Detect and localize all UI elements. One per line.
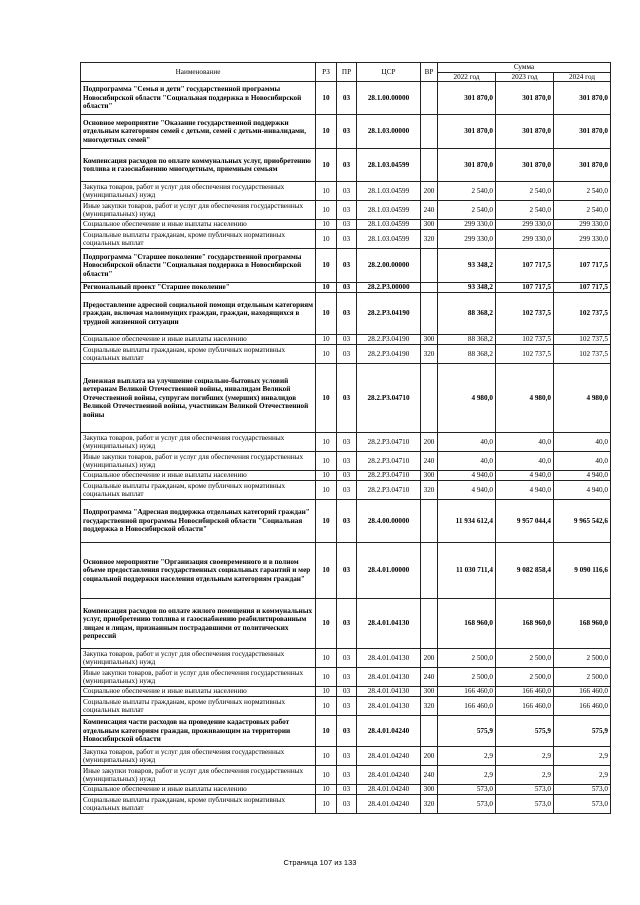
table-row [81,543,611,599]
cell-rz: 10 [316,364,337,433]
cell-vr: 300 [421,785,438,795]
cell-vr: 300 [421,335,438,345]
cell-y2024: 9 090 116,6 [554,543,611,599]
cell-pr: 03 [337,230,357,249]
cell-rz: 10 [316,543,337,599]
cell-name: Денежная выплата на улучшение социально-бытовых условий ветеранам Великой Отечественной войны, инвалидам Великой Отечественной войны, супругам погибших (умерших) инвалидов Великой Отечественной войны, участникам Великой Отечественной войны [81,364,316,433]
cell-y2023: 102 737,5 [496,345,554,364]
cell-pr: 03 [337,785,357,795]
cell-pr: 03 [337,747,357,766]
cell-y2024: 2 540,0 [554,182,611,201]
cell-rz: 10 [316,335,337,345]
cell-name: Социальные выплаты гражданам, кроме публичных нормативных социальных выплат [81,697,316,716]
cell-y2023: 102 737,5 [496,335,554,345]
table-row [81,249,611,283]
cell-y2023: 2 540,0 [496,201,554,220]
table-row [81,795,611,814]
budget-table-page [80,62,610,814]
table-row [81,747,611,766]
table-row [81,182,611,201]
cell-y2023: 4 940,0 [496,481,554,500]
cell-rz: 10 [316,471,337,481]
cell-vr: 240 [421,452,438,471]
cell-y2024: 575,9 [554,716,611,747]
cell-vr: 320 [421,795,438,814]
cell-y2022: 40,0 [438,452,496,471]
cell-vr: 240 [421,201,438,220]
cell-y2024: 166 460,0 [554,687,611,697]
cell-rz: 10 [316,649,337,668]
cell-pr: 03 [337,293,357,335]
cell-pr: 03 [337,452,357,471]
cell-y2022: 2 500,0 [438,668,496,687]
table-row [81,500,611,543]
cell-name: Подпрограмма "Адресная поддержка отдельных категорий граждан" государственной программы Новосибирской области "Социальная поддержка в Новосибирской области" [81,500,316,543]
cell-y2024: 102 737,5 [554,293,611,335]
cell-pr: 03 [337,668,357,687]
cell-y2024: 168 960,0 [554,599,611,649]
header-2022: 2022 год [438,72,496,82]
cell-csr: 28.4.01.04130 [357,668,421,687]
cell-rz: 10 [316,795,337,814]
cell-y2024: 2,9 [554,747,611,766]
cell-y2024: 107 717,5 [554,249,611,283]
cell-name: Закупка товаров, работ и услуг для обеспечения государственных (муниципальных) нужд [81,433,316,452]
cell-y2022: 93 348,2 [438,283,496,293]
cell-y2022: 2 500,0 [438,649,496,668]
cell-rz: 10 [316,747,337,766]
cell-name: Компенсация части расходов на проведение кадастровых работ отдельным категориям граждан, проживающим на территории Новосибирской области [81,716,316,747]
cell-y2023: 575,9 [496,716,554,747]
cell-pr: 03 [337,481,357,500]
cell-name: Закупка товаров, работ и услуг для обеспечения государственных (муниципальных) нужд [81,649,316,668]
cell-name: Иные закупки товаров, работ и услуг для обеспечения государственных (муниципальных) нужд [81,766,316,785]
cell-vr: 200 [421,182,438,201]
cell-vr [421,293,438,335]
cell-pr: 03 [337,649,357,668]
cell-csr: 28.2.P3.04710 [357,471,421,481]
cell-pr: 03 [337,249,357,283]
cell-csr: 28.4.01.04240 [357,795,421,814]
cell-y2022: 301 870,0 [438,149,496,182]
cell-name: Социальное обеспечение и иные выплаты населению [81,471,316,481]
cell-vr: 320 [421,697,438,716]
table-row [81,283,611,293]
cell-name: Социальные выплаты гражданам, кроме публичных нормативных социальных выплат [81,345,316,364]
cell-csr: 28.2.P3.04190 [357,335,421,345]
cell-pr: 03 [337,766,357,785]
cell-csr: 28.1.03.04599 [357,182,421,201]
cell-vr [421,283,438,293]
cell-rz: 10 [316,785,337,795]
cell-name: Основное мероприятие "Организация своевременного и в полном объеме предоставления государственных социальных гарантий и мер социальной поддержки населения отдельным категориям граждан" [81,543,316,599]
cell-vr [421,716,438,747]
cell-y2024: 573,0 [554,795,611,814]
cell-pr: 03 [337,201,357,220]
cell-y2024: 2 500,0 [554,668,611,687]
cell-y2023: 107 717,5 [496,249,554,283]
cell-rz: 10 [316,766,337,785]
cell-csr: 28.4.01.04130 [357,599,421,649]
cell-pr: 03 [337,182,357,201]
header-2023: 2023 год [496,72,554,82]
cell-y2022: 88 368,2 [438,293,496,335]
cell-csr: 28.2.P3.04190 [357,345,421,364]
cell-name: Социальные выплаты гражданам, кроме публичных нормативных социальных выплат [81,230,316,249]
cell-csr: 28.1.03.04599 [357,230,421,249]
cell-rz: 10 [316,716,337,747]
cell-vr [421,364,438,433]
cell-y2024: 301 870,0 [554,149,611,182]
cell-rz: 10 [316,345,337,364]
cell-pr: 03 [337,433,357,452]
cell-y2023: 2 500,0 [496,649,554,668]
cell-y2023: 4 940,0 [496,471,554,481]
cell-y2023: 9 957 044,4 [496,500,554,543]
cell-y2023: 573,0 [496,785,554,795]
cell-y2023: 299 330,0 [496,220,554,230]
cell-y2022: 11 934 612,4 [438,500,496,543]
cell-y2024: 301 870,0 [554,115,611,149]
cell-y2022: 93 348,2 [438,249,496,283]
cell-y2022: 166 460,0 [438,697,496,716]
cell-csr: 28.4.01.00000 [357,543,421,599]
cell-y2022: 4 940,0 [438,471,496,481]
cell-y2023: 107 717,5 [496,283,554,293]
cell-y2023: 102 737,5 [496,293,554,335]
cell-vr [421,115,438,149]
table-row [81,716,611,747]
cell-y2022: 301 870,0 [438,82,496,115]
cell-csr: 28.4.01.04130 [357,687,421,697]
cell-y2022: 88 368,2 [438,335,496,345]
cell-csr: 28.2.P3.04710 [357,364,421,433]
cell-y2022: 11 030 711,4 [438,543,496,599]
header-sum: Сумма [438,63,611,73]
cell-y2024: 9 965 542,6 [554,500,611,543]
cell-name: Социальные выплаты гражданам, кроме публичных нормативных социальных выплат [81,795,316,814]
table-row [81,201,611,220]
cell-csr: 28.2.P3.04710 [357,481,421,500]
cell-y2023: 299 330,0 [496,230,554,249]
cell-y2023: 301 870,0 [496,149,554,182]
cell-pr: 03 [337,599,357,649]
cell-y2022: 168 960,0 [438,599,496,649]
cell-vr: 300 [421,687,438,697]
cell-rz: 10 [316,697,337,716]
cell-vr: 320 [421,230,438,249]
cell-y2024: 107 717,5 [554,283,611,293]
cell-y2022: 40,0 [438,433,496,452]
table-row [81,471,611,481]
cell-y2022: 166 460,0 [438,687,496,697]
cell-pr: 03 [337,543,357,599]
cell-pr: 03 [337,149,357,182]
cell-y2024: 299 330,0 [554,220,611,230]
table-row [81,697,611,716]
cell-csr: 28.2.P3.04710 [357,452,421,471]
cell-y2022: 4 940,0 [438,481,496,500]
cell-y2023: 2,9 [496,766,554,785]
cell-y2022: 575,9 [438,716,496,747]
cell-csr: 28.2.P3.00000 [357,283,421,293]
cell-name: Социальное обеспечение и иные выплаты населению [81,220,316,230]
cell-pr: 03 [337,697,357,716]
cell-csr: 28.4.01.04240 [357,766,421,785]
table-row [81,293,611,335]
cell-y2022: 4 980,0 [438,364,496,433]
cell-y2024: 2 500,0 [554,649,611,668]
table-row [81,599,611,649]
cell-y2023: 301 870,0 [496,115,554,149]
cell-vr [421,82,438,115]
cell-csr: 28.4.01.04130 [357,649,421,668]
cell-y2024: 166 460,0 [554,697,611,716]
cell-y2022: 573,0 [438,795,496,814]
table-row [81,766,611,785]
cell-y2023: 301 870,0 [496,82,554,115]
cell-rz: 10 [316,115,337,149]
cell-csr: 28.4.01.04240 [357,716,421,747]
table-row [81,220,611,230]
cell-csr: 28.1.00.00000 [357,82,421,115]
cell-rz: 10 [316,149,337,182]
table-row [81,149,611,182]
cell-y2023: 2 500,0 [496,668,554,687]
table-row [81,364,611,433]
cell-y2023: 4 980,0 [496,364,554,433]
cell-vr: 200 [421,433,438,452]
table-row [81,785,611,795]
budget-table [80,62,611,814]
cell-csr: 28.4.01.04240 [357,785,421,795]
cell-y2023: 166 460,0 [496,687,554,697]
cell-pr: 03 [337,795,357,814]
page-footer: Страница 107 из 133 [283,858,357,867]
cell-y2022: 2,9 [438,766,496,785]
cell-y2024: 2,9 [554,766,611,785]
cell-pr: 03 [337,345,357,364]
cell-rz: 10 [316,230,337,249]
cell-name: Иные закупки товаров, работ и услуг для обеспечения государственных (муниципальных) нужд [81,668,316,687]
cell-y2022: 299 330,0 [438,230,496,249]
cell-name: Подпрограмма "Старшее поколение" государственной программы Новосибирской области "Социальная поддержка в Новосибирской области" [81,249,316,283]
table-row [81,481,611,500]
cell-rz: 10 [316,687,337,697]
cell-vr: 320 [421,345,438,364]
cell-name: Социальное обеспечение и иные выплаты населению [81,687,316,697]
cell-y2024: 102 737,5 [554,345,611,364]
table-row [81,433,611,452]
cell-y2024: 299 330,0 [554,230,611,249]
cell-y2024: 2 540,0 [554,201,611,220]
cell-rz: 10 [316,220,337,230]
cell-rz: 10 [316,201,337,220]
header-name: Наименование [81,63,316,82]
cell-vr: 300 [421,220,438,230]
cell-name: Закупка товаров, работ и услуг для обеспечения государственных (муниципальных) нужд [81,747,316,766]
cell-name: Предоставление адресной социальной помощи отдельным категориям граждан, включая малоимущих граждан, граждан, находящихся в трудной жизненной ситуации [81,293,316,335]
table-header [81,63,611,82]
cell-y2022: 299 330,0 [438,220,496,230]
cell-rz: 10 [316,599,337,649]
cell-pr: 03 [337,220,357,230]
cell-csr: 28.4.00.00000 [357,500,421,543]
cell-name: Региональный проект "Старшее поколение" [81,283,316,293]
cell-y2023: 40,0 [496,433,554,452]
cell-rz: 10 [316,249,337,283]
cell-name: Социальное обеспечение и иные выплаты населению [81,335,316,345]
table-row [81,668,611,687]
cell-y2023: 9 082 858,4 [496,543,554,599]
cell-y2024: 4 940,0 [554,481,611,500]
cell-csr: 28.2.P3.04190 [357,293,421,335]
header-rz: РЗ [316,63,337,82]
cell-vr [421,500,438,543]
cell-name: Компенсация расходов по оплате коммунальных услуг, приобретению топлива и газоснабжению многодетным, приемным семьям [81,149,316,182]
cell-pr: 03 [337,364,357,433]
cell-y2023: 573,0 [496,795,554,814]
cell-name: Иные закупки товаров, работ и услуг для обеспечения государственных (муниципальных) нужд [81,201,316,220]
cell-name: Иные закупки товаров, работ и услуг для обеспечения государственных (муниципальных) нужд [81,452,316,471]
cell-name: Социальные выплаты гражданам, кроме публичных нормативных социальных выплат [81,481,316,500]
cell-vr: 240 [421,668,438,687]
cell-pr: 03 [337,471,357,481]
table-row [81,82,611,115]
cell-csr: 28.1.03.04599 [357,220,421,230]
cell-y2022: 573,0 [438,785,496,795]
cell-csr: 28.4.01.04240 [357,747,421,766]
cell-csr: 28.1.03.00000 [357,115,421,149]
cell-csr: 28.2.00.00000 [357,249,421,283]
cell-vr [421,149,438,182]
table-body [81,82,611,814]
header-vr: ВР [421,63,438,82]
cell-y2024: 573,0 [554,785,611,795]
cell-vr: 200 [421,747,438,766]
table-row [81,230,611,249]
cell-vr [421,599,438,649]
cell-name: Основное мероприятие "Оказание государственной поддержки отдельным категориям семей с детьми, семей с детьми-инвалидами, многодетных семей" [81,115,316,149]
cell-csr: 28.1.03.04599 [357,149,421,182]
cell-rz: 10 [316,293,337,335]
cell-pr: 03 [337,716,357,747]
cell-y2023: 2 540,0 [496,182,554,201]
cell-pr: 03 [337,687,357,697]
cell-y2022: 88 368,2 [438,345,496,364]
cell-pr: 03 [337,283,357,293]
cell-csr: 28.4.01.04130 [357,697,421,716]
cell-rz: 10 [316,182,337,201]
table-row [81,687,611,697]
cell-vr: 240 [421,766,438,785]
header-csr: ЦСР [357,63,421,82]
table-row [81,649,611,668]
cell-vr: 200 [421,649,438,668]
cell-y2024: 4 940,0 [554,471,611,481]
cell-vr [421,249,438,283]
table-row [81,335,611,345]
cell-y2022: 301 870,0 [438,115,496,149]
cell-name: Закупка товаров, работ и услуг для обеспечения государственных (муниципальных) нужд [81,182,316,201]
cell-pr: 03 [337,335,357,345]
cell-csr: 28.1.03.04599 [357,201,421,220]
cell-y2024: 40,0 [554,433,611,452]
cell-y2024: 4 980,0 [554,364,611,433]
cell-rz: 10 [316,452,337,471]
cell-y2023: 2,9 [496,747,554,766]
cell-name: Компенсация расходов по оплате жилого помещения и коммунальных услуг, приобретению топлива и газоснабжению реабилитированным лицам и лицам, признанным пострадавшими от политических репрессий [81,599,316,649]
cell-y2024: 102 737,5 [554,335,611,345]
cell-y2023: 168 960,0 [496,599,554,649]
cell-y2022: 2,9 [438,747,496,766]
cell-name: Социальное обеспечение и иные выплаты населению [81,785,316,795]
cell-y2024: 301 870,0 [554,82,611,115]
cell-vr: 300 [421,471,438,481]
cell-pr: 03 [337,500,357,543]
cell-pr: 03 [337,115,357,149]
cell-pr: 03 [337,82,357,115]
cell-rz: 10 [316,283,337,293]
cell-name: Подпрограмма "Семья и дети" государственной программы Новосибирской области "Социальная поддержка в Новосибирской области" [81,82,316,115]
cell-rz: 10 [316,82,337,115]
header-pr: ПР [337,63,357,82]
cell-rz: 10 [316,481,337,500]
cell-rz: 10 [316,433,337,452]
cell-vr [421,543,438,599]
cell-y2023: 166 460,0 [496,697,554,716]
cell-vr: 320 [421,481,438,500]
table-row [81,345,611,364]
header-2024: 2024 год [554,72,611,82]
cell-y2023: 40,0 [496,452,554,471]
cell-rz: 10 [316,500,337,543]
cell-y2022: 2 540,0 [438,182,496,201]
table-row [81,115,611,149]
cell-y2022: 2 540,0 [438,201,496,220]
table-row [81,452,611,471]
cell-rz: 10 [316,668,337,687]
cell-csr: 28.2.P3.04710 [357,433,421,452]
cell-y2024: 40,0 [554,452,611,471]
